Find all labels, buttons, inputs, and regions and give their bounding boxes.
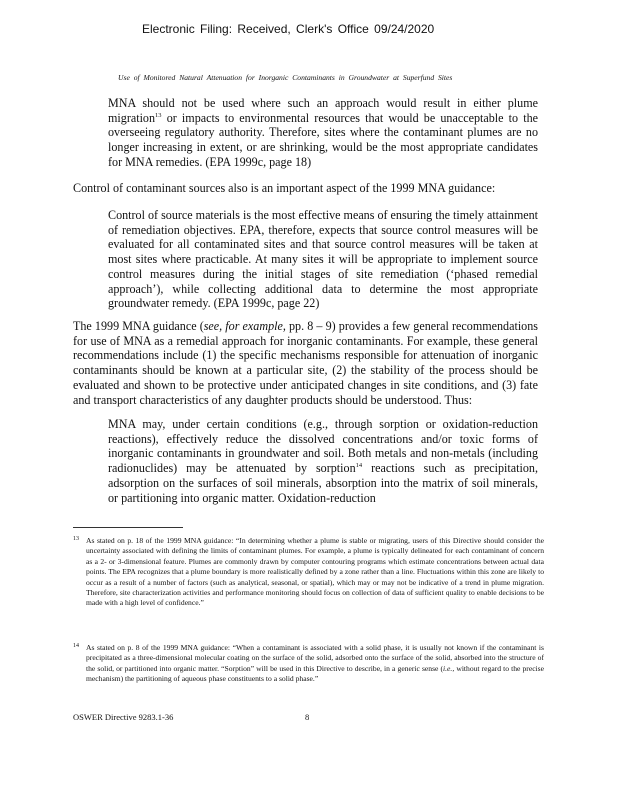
para2-text-c: pp. 8 – 9) provides a few general recommendations for use of MNA as a remedial approach for inorganic contaminants. For example, these general recommendations include (1) the specific mechanisms responsible for attenuation of inorganic contaminants should be known at a particular site, (2) the stability of the process should be evaluated and shown to be protective under anticipated changes in site conditions, and (3) fate and transport characteristics of any daughter products should be understood. Thus: bbox=[73, 319, 538, 407]
footnote-14-number: 14 bbox=[73, 643, 79, 649]
footer-directive: OSWER Directive 9283.1-36 bbox=[73, 712, 174, 722]
quote1-text-b: or impacts to environmental resources that would be unacceptable to the overseeing regulatory authority. Therefore, sites where the contaminant plumes are no longer increasing in extent, or are shrinking, would be the most appropriate candidates for MNA remedies. (EPA 1999c, page 18) bbox=[108, 110, 538, 169]
quote1-text-a: MNA should not be used where such an approach would result in either plume migration bbox=[108, 96, 538, 125]
footnote-14-text-b: without regard to the precise mechanism) the partitioning of aqueous phase constituents to a solid phase.” bbox=[86, 663, 544, 684]
footnote-divider bbox=[73, 527, 183, 528]
quote3-text-a: MNA may, under certain conditions (e.g., through sorption or oxidation-reduction reactions), effectively reduce the dissolved concentrations and/or toxic forms of inorganic contaminants in groundwater and soil. Both metals and non-metals (including radionuclides) may be attenuated by sorption bbox=[108, 417, 538, 476]
para2-italic: see, for example, bbox=[203, 319, 286, 333]
footnote-14-italic: i.e., bbox=[443, 663, 455, 673]
electronic-filing-stamp: Electronic Filing: Received, Clerk's Office 09/24/2020 bbox=[142, 22, 435, 36]
footnote-ref-14: 14 bbox=[355, 462, 363, 470]
footnote-14-text bbox=[86, 643, 544, 685]
paragraph-general-recommendations bbox=[73, 319, 538, 407]
quote3-text-b: reactions such as precipitation, adsorption on the surfaces of soil minerals, absorption into the matrix of soil minerals, or partitioning into organic matter. Oxidation-reduction bbox=[108, 461, 538, 505]
page-number: 8 bbox=[305, 712, 310, 722]
paragraph-source-control-intro: Control of contaminant sources also is an important aspect of the 1999 MNA guidance: bbox=[73, 181, 496, 195]
footnote-13-text: As stated on p. 18 of the 1999 MNA guidance: “In determining whether a plume is stable or migrating, users of this Directive should consider the uncertainty associated with defining the limits of contaminant plumes. For example, a plume is typically delineated for each contaminant of concern as a 2- or 3-dimensional feature. Plumes are commonly drawn by computer contouring programs which estimate concentrations between actual data points. The EPA recognizes that a plume boundary is more realistically defined by a zone rather than a line. Fluctuations within this zone are likely to occur as a result of a number of factors (such as analytical, seasonal, or spatial), which may or may not be indicative of a trend in plume migration. Therefore, site characterization activities and performance monitoring should focus on collection of data of sufficient quality to enable decisions to be made with a high level of confidence.” bbox=[86, 536, 544, 608]
quote-mna-plume-migration bbox=[108, 96, 538, 170]
running-header: Use of Monitored Natural Attenuation for Inorganic Contaminants in Groundwater at Superfund Sites bbox=[118, 73, 453, 82]
footnote-13-number: 13 bbox=[73, 536, 79, 542]
quote-source-control: Control of source materials is the most effective means of ensuring the timely attainment of remediation objectives. EPA, therefore, expects that source control measures will be evaluated for all contaminated sites and that source control measures will be taken at most sites where practicable. At many sites it will be appropriate to implement source control measures during the initial stages of site remediation (‘phased remedial approach’), while collecting additional data to determine the most appropriate groundwater remedy. (EPA 1999c, page 22) bbox=[108, 208, 538, 311]
footnote-ref-13: 13 bbox=[155, 111, 162, 119]
footnote-14-text-a: As stated on p. 8 of the 1999 MNA guidance: “When a contaminant is associated with a solid phase, it is usually not known if the contaminant is precipitated as a three-dimensional molecular coating on the surface of the solid, adsorbed onto the surface of the solid, absorbed into the structure of the solid, or partitioned into organic matter. “Sorption” will be used in this Directive to describe, in a generic sense ( bbox=[86, 643, 544, 673]
para2-text-a: The 1999 MNA guidance ( bbox=[73, 319, 204, 333]
quote-mna-inorganic bbox=[108, 417, 538, 505]
